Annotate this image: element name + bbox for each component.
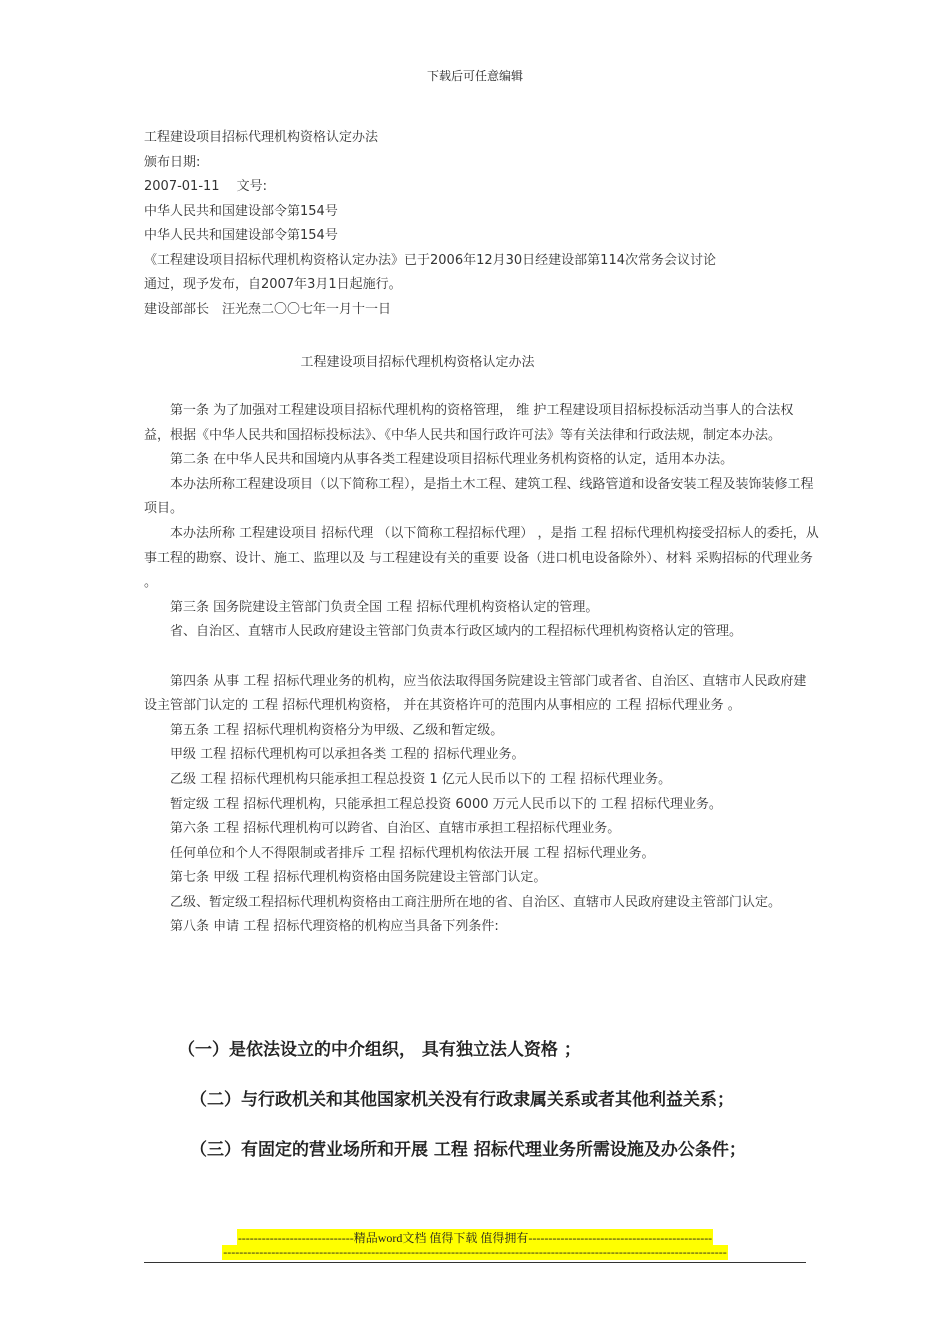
article-7: 第七条 甲级 工程 招标代理机构资格由国务院建设主管部门认定。 (170, 870, 547, 886)
article-6: 第六条 工程 招标代理机构可以跨省、自治区、直辖市承担工程招标代理业务。 (170, 821, 621, 837)
meta-date-docno: 2007-01-11 文号: (144, 179, 268, 194)
article-5-grade-a: 甲级 工程 招标代理机构可以承担各类 工程的 招标代理业务。 (170, 747, 525, 763)
article-4: 第四条 从事 工程 招标代理业务的机构，应当依法取得国务院建设主管部门或者省、自治区、直辖市人民政府建设主管部门认定的 工程 招标代理机构资格， 并在其资格许可的范围内从事相应的 工程 招标代理业务 。 (144, 673, 807, 714)
page-header: 下载后可任意编辑 (426, 69, 523, 83)
meta-signature: 建设部部长 汪光焘二〇〇七年一月十一日 (144, 301, 392, 317)
meta-issue-date-label: 颁布日期: (144, 154, 201, 170)
footer-dash-line: ------------------------------------------------------------------------------------------------------------------------------ (223, 1245, 727, 1259)
article-2-agency-definition: 本办法所称 工程建设项目 招标代理 （以下简称工程招标代理） ，是指 工程 招标代理机构接受招标人的委托，从事工程的勘察、设计、施工、监理以及 与工程建设有关的重要 设备（进口机电设备除外）、材料 采购招标的代理业务 。 (144, 525, 819, 591)
document-meta (144, 126, 824, 322)
article-3-provincial: 省、自治区、直辖市人民政府建设主管部门负责本行政区域内的工程招标代理机构资格认定的管理。 (170, 624, 743, 640)
footer-rule (144, 1262, 806, 1263)
article-6-no-restriction: 任何单位和个人不得限制或者排斥 工程 招标代理机构依法开展 工程 招标代理业务。 (170, 845, 655, 861)
article-5: 第五条 工程 招标代理机构资格分为甲级、乙级和暂定级。 (170, 722, 504, 738)
meta-title: 工程建设项目招标代理机构资格认定办法 (144, 130, 379, 145)
footer-banner: -----------------------------精品word文档 值得下载 值得拥有---------------------------------------------- (237, 1231, 713, 1245)
meta-announcement-line1: 《工程建设项目招标代理机构资格认定办法》已于2006年12月30日经建设部第114次常务会议讨论 (144, 252, 716, 268)
article-1: 第一条 为了加强对工程建设项目招标代理机构的资格管理， 维 护工程建设项目招标投标活动当事人的合法权益，根据《中华人民共和国招标投标法》、《中华人民共和国行政许可法》等有关法律和行政法规，制定本办法。 (144, 403, 794, 443)
article-5-provisional: 暂定级 工程 招标代理机构，只能承担工程总投资 6000 万元人民币以下的 工程 招标代理业务。 (170, 796, 722, 812)
article-2: 第二条 在中华人民共和国境内从事各类工程建设项目招标代理业务机构资格的认定，适用本办法。 (170, 452, 734, 468)
article-2-definition: 本办法所称工程建设项目（以下简称工程），是指土木工程、建筑工程、线路管道和设备安装工程及装饰装修工程项目。 (144, 476, 814, 517)
condition-2: （二）与行政机关和其他国家机关没有行政隶属关系或者其他利益关系； (190, 1090, 734, 1110)
condition-1: （一）是依法设立的中介组织， 具有独立法人资格 ； (178, 1040, 581, 1060)
article-3: 第三条 国务院建设主管部门负责全国 工程 招标代理机构资格认定的管理。 (170, 599, 599, 615)
document-body (144, 399, 819, 940)
meta-announcement-line2: 通过，现予发布，自2007年3月1日起施行。 (144, 277, 402, 292)
article-7-local: 乙级、暂定级工程招标代理机构资格由工商注册所在地的省、自治区、直辖市人民政府建设主管部门认定。 (170, 894, 782, 910)
article-8: 第八条 申请 工程 招标代理资格的机构应当具备下列条件: (170, 919, 499, 935)
article-5-grade-b: 乙级 工程 招标代理机构只能承担工程总投资 1 亿元人民币以下的 工程 招标代理业务。 (170, 771, 672, 787)
meta-decree-number: 中华人民共和国建设部令第154号 (144, 203, 338, 219)
page-footer (0, 1229, 950, 1261)
meta-decree-number-repeat: 中华人民共和国建设部令第154号 (144, 228, 338, 243)
document-title: 工程建设项目招标代理机构资格认定办法 (300, 355, 535, 370)
condition-3: （三）有固定的营业场所和开展 工程 招标代理业务所需设施及办公条件； (190, 1140, 746, 1160)
